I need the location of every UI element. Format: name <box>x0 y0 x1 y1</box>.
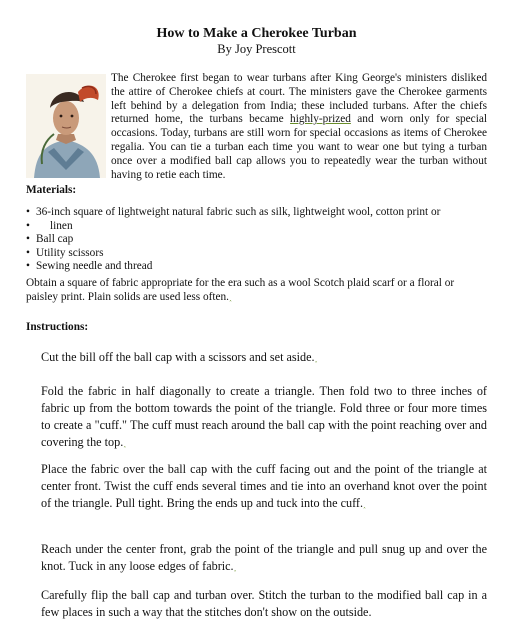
instruction-step-text: Fold the fabric in half diagonally to create a triangle. Then fold two to three inches of fabric up from the bottom towards the point of the triangle. Fold three or four more times to create a "cuff." The cuff must reach around the ball cap with the point reaching over and covering the top. <box>41 384 487 449</box>
list-item <box>26 260 488 274</box>
materials-list <box>26 206 488 274</box>
intro-text-end: and worn only for special occasions. Today, turbans are still worn for special occasions as items of Cherokee regalia. You can tie a turban each time you want to wear one but tying a turban once over a modified ball cap allows you to repeatedly wear the turban without having to retie each time. <box>111 113 487 181</box>
list-item <box>26 206 488 220</box>
instruction-step-text: Cut the bill off the ball cap with a scissors and set aside. <box>41 350 315 364</box>
intro-paragraph <box>111 72 487 182</box>
instruction-step <box>41 383 487 452</box>
list-item-text: Sewing needle and thread <box>36 260 153 273</box>
list-item-text: 36-inch square of lightweight natural fabric such as silk, lightweight wool, cotton print or <box>36 206 441 218</box>
list-item-text: Utility scissors <box>36 246 104 259</box>
materials-heading: Materials: <box>26 184 77 196</box>
instruction-step <box>41 541 487 576</box>
list-item <box>26 233 488 247</box>
article-byline: By Joy Prescott <box>217 42 296 56</box>
list-item-continuation <box>26 220 488 234</box>
highly-prized-link[interactable]: highly-prized <box>290 113 351 126</box>
edit-mark-icon: ˰ <box>233 562 237 572</box>
instruction-step <box>41 587 487 621</box>
instruction-step-text: Reach under the center front, grab the point of the triangle and pull snug up and over the knot. Tuck in any loose edges of fabric. <box>41 542 487 573</box>
instruction-step <box>41 349 487 367</box>
intro-text-start: The Cherokee first began to wear turbans after King George's ministers disliked the attire of Cherokee chiefs at court. The ministers gave the Cherokee garments left behind by a delegation from India; these included turbans. After the chiefs returned home, the turbans became <box>111 72 487 126</box>
instruction-step-text: Carefully flip the ball cap and turban over. Stitch the turban to the modified ball cap in a few places in such a way that the stitches don't show on the outside. <box>41 588 487 619</box>
instruction-step-text: Place the fabric over the ball cap with the cuff facing out and the point of the triangle at center front. Twist the cuff ends several times and tie into an overhand knot over the point of the triangle. Pull tight. Bring the ends up and tuck into the cuff. <box>41 462 487 510</box>
materials-note <box>26 276 488 304</box>
article-title: How to Make a Cherokee Turban <box>156 26 357 41</box>
edit-mark-icon: ˰ <box>123 438 127 448</box>
edit-mark-icon: ˰ <box>229 292 232 302</box>
edit-mark-icon: ˰ <box>314 353 318 363</box>
list-item-text: Ball cap <box>36 233 74 246</box>
list-item-continuation-text: linen <box>50 219 73 232</box>
cherokee-portrait-image <box>26 74 106 178</box>
instruction-step <box>41 461 487 513</box>
instructions-heading: Instructions: <box>26 321 89 333</box>
edit-mark-icon: ˰ <box>363 499 367 509</box>
materials-note-text: Obtain a square of fabric appropriate for the era such as a wool Scotch plaid scarf or a floral or paisley print. Plain solids are used less often. <box>26 277 455 303</box>
list-item <box>26 247 488 261</box>
